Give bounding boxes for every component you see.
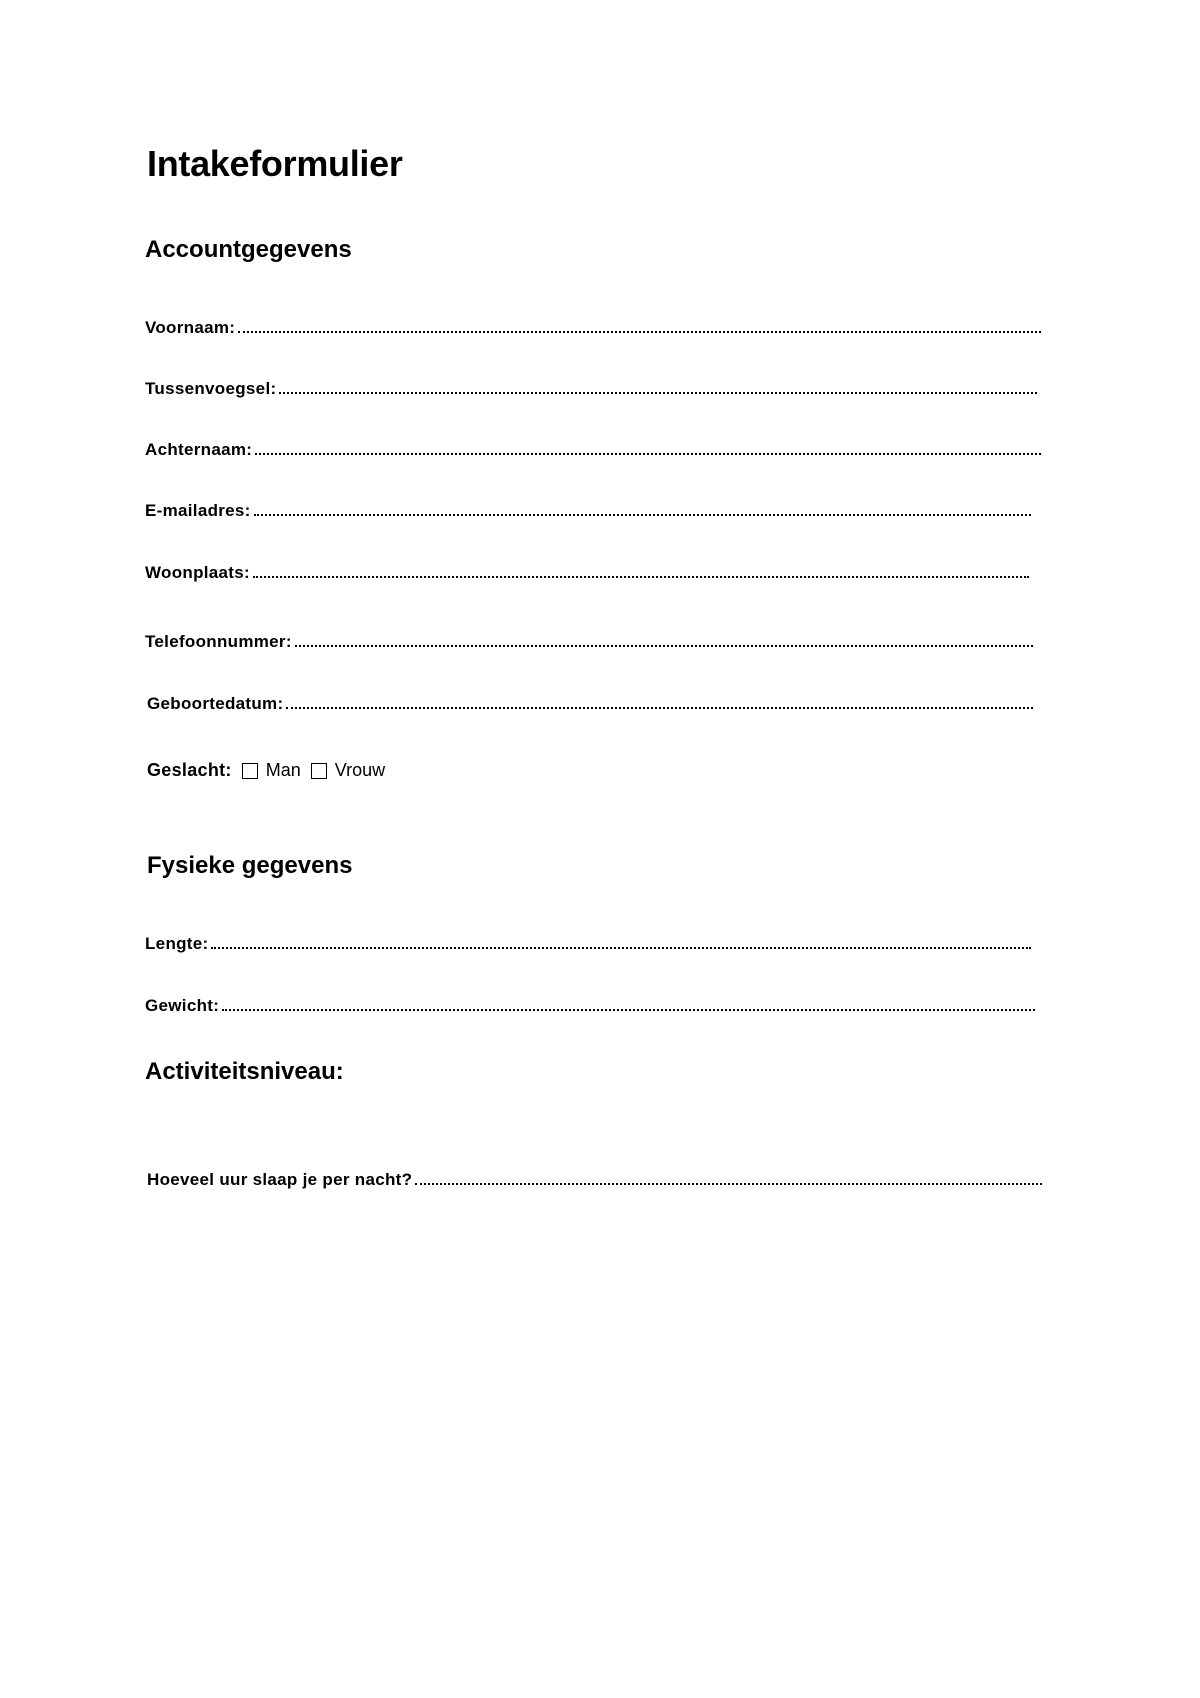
telefoon-input-line[interactable]: [295, 645, 1033, 647]
geboortedatum-field[interactable]: [147, 688, 1033, 714]
achternaam-label: Achternaam:: [145, 440, 253, 459]
gewicht-field[interactable]: [145, 990, 1035, 1016]
tussenvoegsel-label: Tussenvoegsel:: [145, 379, 277, 398]
sleep-input-line[interactable]: [415, 1183, 1042, 1185]
section-heading-physical: Fysieke gegevens: [147, 852, 353, 879]
lengte-field[interactable]: [145, 928, 1031, 954]
sleep-field[interactable]: [147, 1164, 1042, 1190]
email-field[interactable]: [145, 495, 1031, 521]
achternaam-field[interactable]: [145, 434, 1041, 460]
geboortedatum-input-line[interactable]: [286, 707, 1033, 709]
gewicht-input-line[interactable]: [222, 1009, 1035, 1011]
woonplaats-input-line[interactable]: [253, 576, 1029, 578]
tussenvoegsel-input-line[interactable]: [279, 392, 1037, 394]
voornaam-input-line[interactable]: [238, 331, 1041, 333]
gender-field: [147, 760, 385, 781]
email-input-line[interactable]: [254, 514, 1031, 516]
vrouw-checkbox[interactable]: [311, 763, 327, 779]
voornaam-field[interactable]: [145, 312, 1041, 338]
lengte-label: Lengte:: [145, 934, 209, 953]
lengte-input-line[interactable]: [211, 947, 1031, 949]
man-option-label: Man: [265, 760, 301, 780]
email-label: E-mailadres:: [145, 501, 251, 520]
tussenvoegsel-field[interactable]: [145, 373, 1037, 399]
achternaam-input-line[interactable]: [255, 453, 1041, 455]
geboortedatum-label: Geboortedatum:: [147, 694, 284, 713]
woonplaats-label: Woonplaats:: [145, 563, 250, 582]
voornaam-label: Voornaam:: [145, 318, 236, 337]
gender-label: Geslacht:: [147, 760, 232, 780]
woonplaats-field[interactable]: [145, 557, 1029, 583]
section-heading-activity: Activiteitsniveau:: [145, 1058, 344, 1085]
page-title: Intakeformulier: [147, 143, 403, 184]
section-heading-account: Accountgegevens: [145, 236, 352, 263]
sleep-label: Hoeveel uur slaap je per nacht?: [147, 1170, 413, 1189]
telefoon-field[interactable]: [145, 626, 1033, 652]
man-checkbox[interactable]: [242, 763, 258, 779]
gewicht-label: Gewicht:: [145, 996, 220, 1015]
telefoon-label: Telefoonnummer:: [145, 632, 292, 651]
vrouw-option-label: Vrouw: [334, 760, 386, 780]
